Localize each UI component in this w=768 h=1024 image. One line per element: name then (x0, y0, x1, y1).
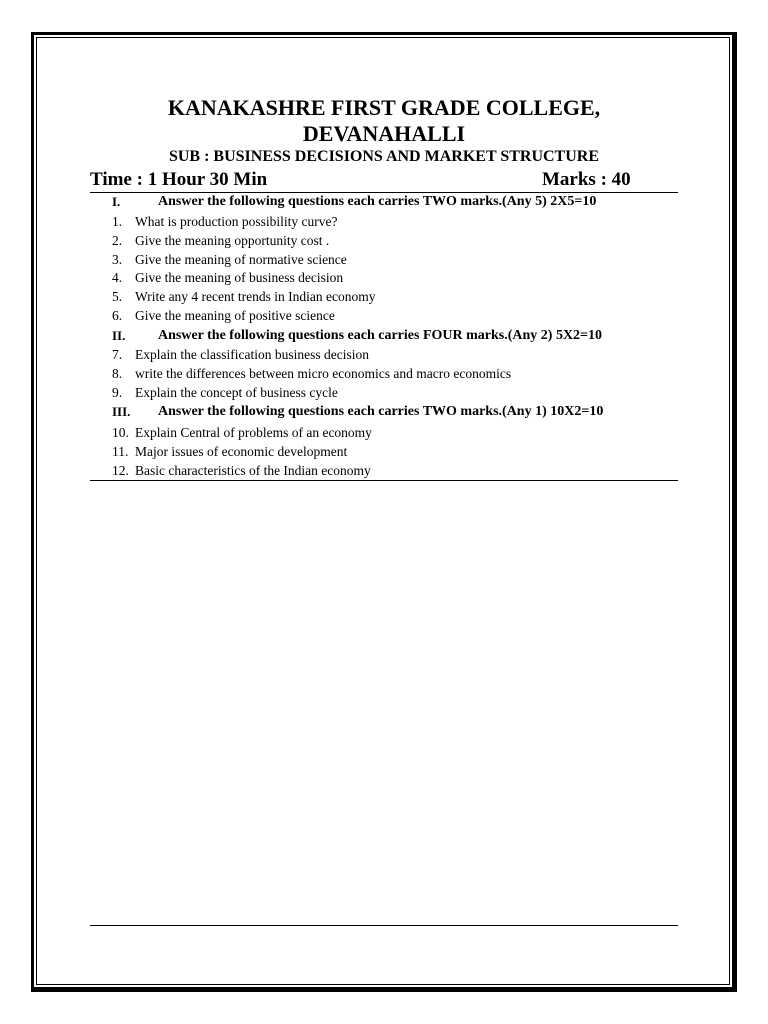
question-text: Give the meaning of normative science (135, 252, 347, 267)
question-text: Write any 4 recent trends in Indian economy (135, 289, 376, 304)
question-number: 3. (112, 252, 123, 267)
question-text: Major issues of economic development (135, 444, 348, 459)
question-number: 8. (112, 366, 123, 381)
section-heading (90, 192, 680, 211)
exam-total-marks: Marks : 40 (542, 169, 631, 190)
question-number: 10. (112, 425, 129, 440)
question-text: What is production possibility curve? (135, 214, 338, 229)
question-number: 6. (112, 308, 123, 323)
college-name: KANAKASHRE FIRST GRADE COLLEGE, (167, 95, 601, 120)
question-item (90, 423, 680, 442)
page-border-shadow-bottom (31, 988, 737, 992)
page-border-shadow-right (733, 32, 737, 992)
question-number: 12. (112, 463, 129, 478)
question-number: 1. (112, 214, 123, 229)
exam-duration: Time : 1 Hour 30 Min (90, 169, 268, 190)
question-number: 4. (112, 270, 123, 285)
footer-divider (90, 925, 678, 926)
section-number: III. (112, 404, 131, 419)
question-item (90, 345, 680, 364)
section-instruction: Answer the following questions each carries FOUR marks.(Any 2) 5X2=10 (158, 328, 603, 343)
question-number: 7. (112, 347, 123, 362)
question-item (90, 268, 680, 287)
section-heading (90, 326, 680, 345)
question-text: write the differences between micro economics and macro economics (135, 366, 512, 381)
section-heading (90, 402, 680, 421)
question-number: 9. (112, 385, 123, 400)
section-number: II. (112, 328, 126, 343)
question-item (90, 364, 680, 383)
question-text: Explain the concept of business cycle (135, 385, 338, 400)
section-instruction: Answer the following questions each carries TWO marks.(Any 1) 10X2=10 (158, 404, 604, 419)
question-text: Give the meaning of business decision (135, 270, 344, 285)
question-text: Give the meaning of positive science (135, 308, 335, 323)
question-text: Give the meaning opportunity cost . (135, 233, 330, 248)
question-item (90, 442, 680, 461)
questions-end-divider (90, 480, 678, 481)
section-instruction: Answer the following questions each carries TWO marks.(Any 5) 2X5=10 (158, 194, 597, 209)
question-text: Explain the classification business decision (135, 347, 369, 362)
question-number: 5. (112, 289, 123, 304)
question-item (90, 383, 680, 402)
college-location: DEVANAHALLI (302, 121, 466, 146)
question-item (90, 461, 680, 480)
question-item (90, 250, 680, 269)
question-item (90, 287, 680, 306)
question-item (90, 306, 680, 325)
question-text: Explain Central of problems of an economy (135, 425, 372, 440)
question-item (90, 231, 680, 250)
question-number: 11. (112, 444, 129, 459)
subject-title: SUB : BUSINESS DECISIONS AND MARKET STRUCTURE (168, 148, 600, 165)
question-number: 2. (112, 233, 123, 248)
section-number: I. (112, 194, 121, 209)
question-text: Basic characteristics of the Indian economy (135, 463, 371, 478)
question-item (90, 212, 680, 231)
